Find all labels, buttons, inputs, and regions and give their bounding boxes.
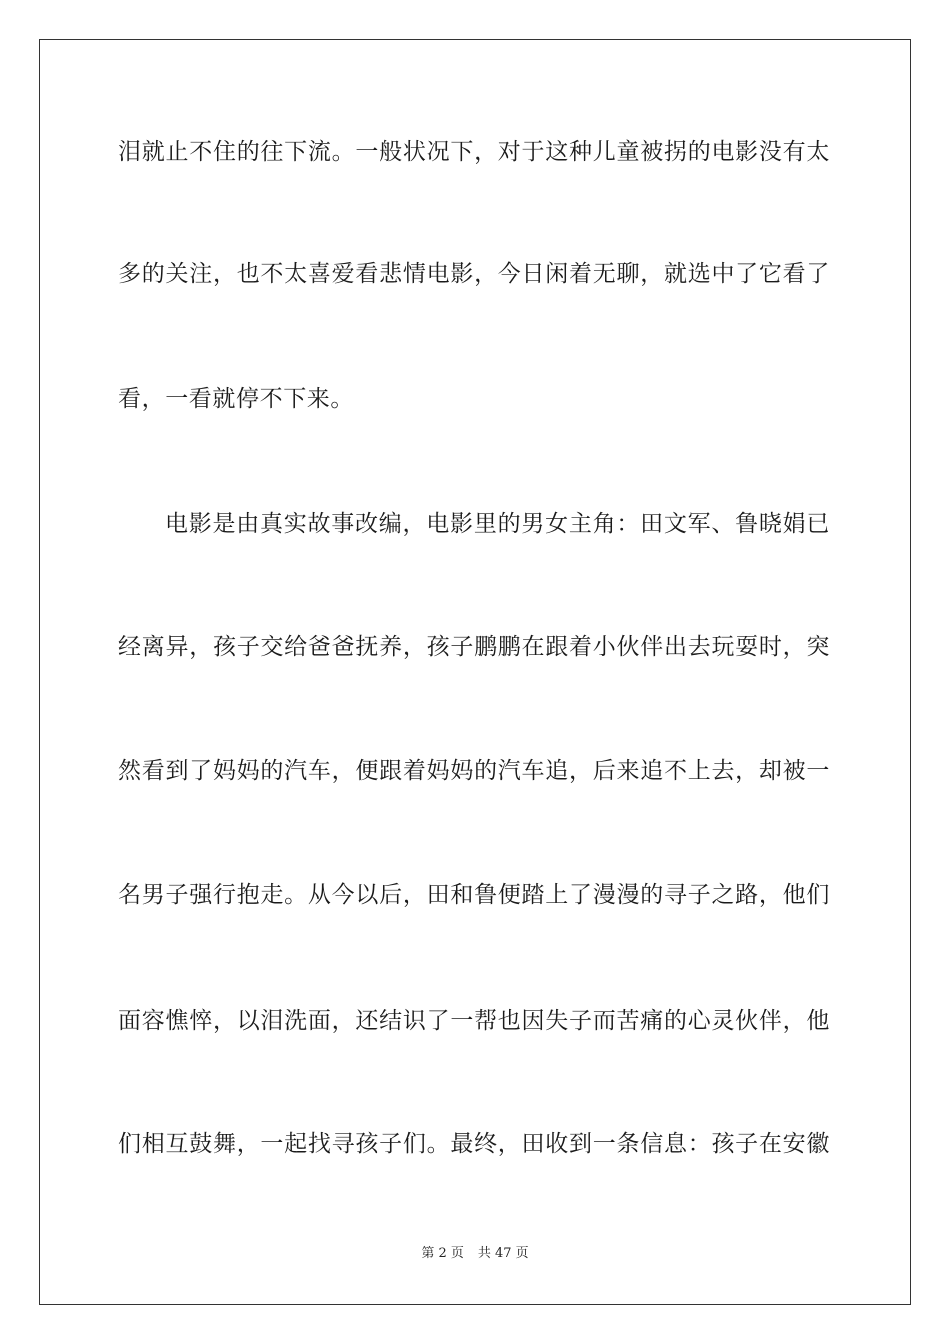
page-total: 共 47 页 (477, 1246, 529, 1261)
text-line: 多的关注，也不太喜爱看悲情电影，今日闲着无聊，就选中了它看了 (118, 261, 830, 287)
page-footer (0, 1245, 950, 1263)
text-line: 然看到了妈妈的汽车，便跟着妈妈的汽车追，后来追不上去，却被一 (118, 758, 830, 784)
text-line: 经离异，孩子交给爸爸抚养，孩子鹏鹏在跟着小伙伴出去玩耍时，突 (118, 634, 830, 660)
text-line: 面容憔悴，以泪洗面，还结识了一帮也因失子而苦痛的心灵伙伴，他 (118, 1008, 830, 1034)
text-line: 泪就止不住的往下流。一般状况下，对于这种儿童被拐的电影没有太 (118, 139, 830, 165)
paragraph-first-line: 电影是由真实故事改编，电影里的男女主角：田文军、鲁晓娟已 (165, 511, 830, 537)
page-border (39, 39, 911, 1305)
text-line: 看，一看就停不下来。 (118, 386, 354, 412)
text-line: 名男子强行抱走。从今以后，田和鲁便踏上了漫漫的寻子之路，他们 (118, 882, 830, 908)
text-line: 们相互鼓舞，一起找寻孩子们。最终，田收到一条信息：孩子在安徽 (118, 1131, 830, 1157)
page-number: 第 2 页 (421, 1246, 464, 1261)
